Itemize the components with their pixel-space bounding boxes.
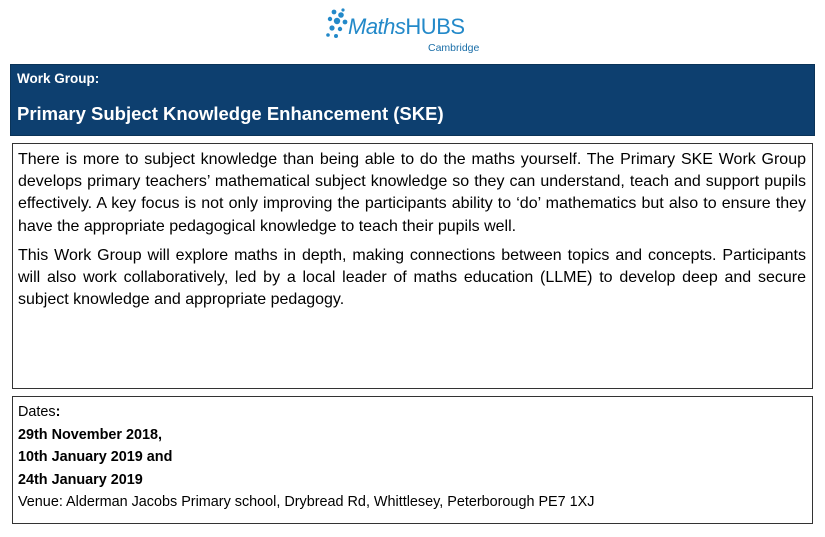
dates-label: Dates — [18, 404, 56, 420]
mathshubs-logo — [326, 6, 486, 56]
logo-wordmark — [348, 14, 465, 40]
work-group-header — [10, 64, 815, 136]
logo-wordmark-maths: Maths — [348, 14, 406, 39]
schedule-box — [12, 396, 813, 524]
description-box — [12, 143, 813, 389]
date-item: 10th January 2019 and — [18, 449, 173, 466]
work-group-title: Primary Subject Knowledge Enhancement (SKE) — [17, 103, 444, 124]
logo-wordmark-hubs: HUBS — [405, 14, 465, 39]
venue-text: Venue: Alderman Jacobs Primary school, Drybread Rd, Whittlesey, Peterborough PE7 1XJ — [18, 494, 595, 511]
date-item: 24th January 2019 — [18, 471, 143, 488]
work-group-label: Work Group: — [17, 71, 100, 86]
dates-heading — [18, 401, 806, 424]
date-item: 29th November 2018, — [18, 426, 162, 443]
logo-region: Cambridge — [428, 42, 480, 54]
description-paragraph-2: This Work Group will explore maths in depth, making connections between topics and concepts. Participants will also work collaboratively, led by a local leader of maths education (LLME) to develop deep and secure subject knowledge and appropriate pedagogy. — [18, 246, 806, 309]
dates-colon: : — [55, 404, 61, 420]
description-paragraph-1: There is more to subject knowledge than being able to do the maths yourself. The Primary SKE Work Group develops primary teachers’ mathematical subject knowledge so they can understand, teach and support pupils effectively. A key focus is not only improving the participants ability to ‘do’ mathematics but also to ensure they have the appropriate pedagogical knowledge to teach their pupils well. — [18, 151, 806, 235]
